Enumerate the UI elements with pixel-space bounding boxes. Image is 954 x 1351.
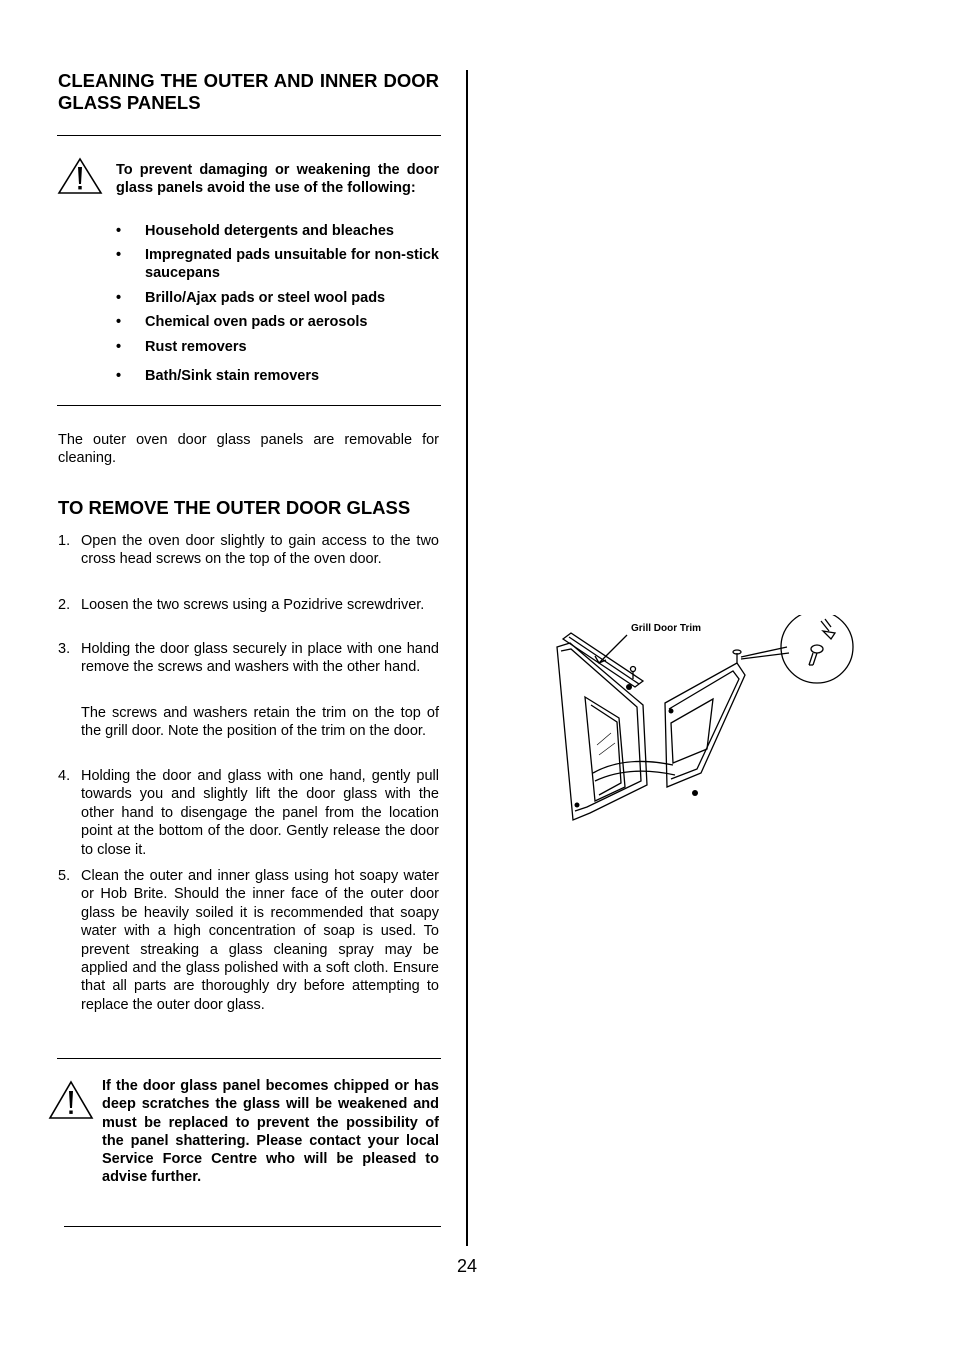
divider — [64, 1226, 441, 1227]
divider — [57, 1058, 441, 1059]
door-glass-illustration — [555, 615, 860, 825]
warning-text: If the door glass panel becomes chipped or has deep scratches the glass will be weakened and must be replaced to prevent the possibility of the panel shattering. Please contact your local Service Force Centre who will be pleased to advise further. — [102, 1078, 439, 1186]
figure-label: Grill Door Trim — [631, 623, 702, 634]
section-title: CLEANING THE OUTER AND INNER DOOR GLASS PANELS — [58, 70, 439, 113]
divider — [57, 405, 441, 406]
warning-triangle-icon — [57, 157, 103, 195]
divider — [57, 135, 441, 136]
oven-door-drawing — [555, 615, 860, 825]
subsection-title: TO REMOVE THE OUTER DOOR GLASS — [58, 497, 411, 518]
intro-paragraph: The outer oven door glass panels are removable for cleaning. — [58, 432, 439, 467]
warning-intro: To prevent damaging or weakening the door glass panels avoid the use of the following: — [116, 162, 439, 197]
warning-triangle-icon — [48, 1080, 94, 1120]
column-divider — [466, 70, 468, 1246]
page-number: 24 — [457, 1256, 478, 1276]
